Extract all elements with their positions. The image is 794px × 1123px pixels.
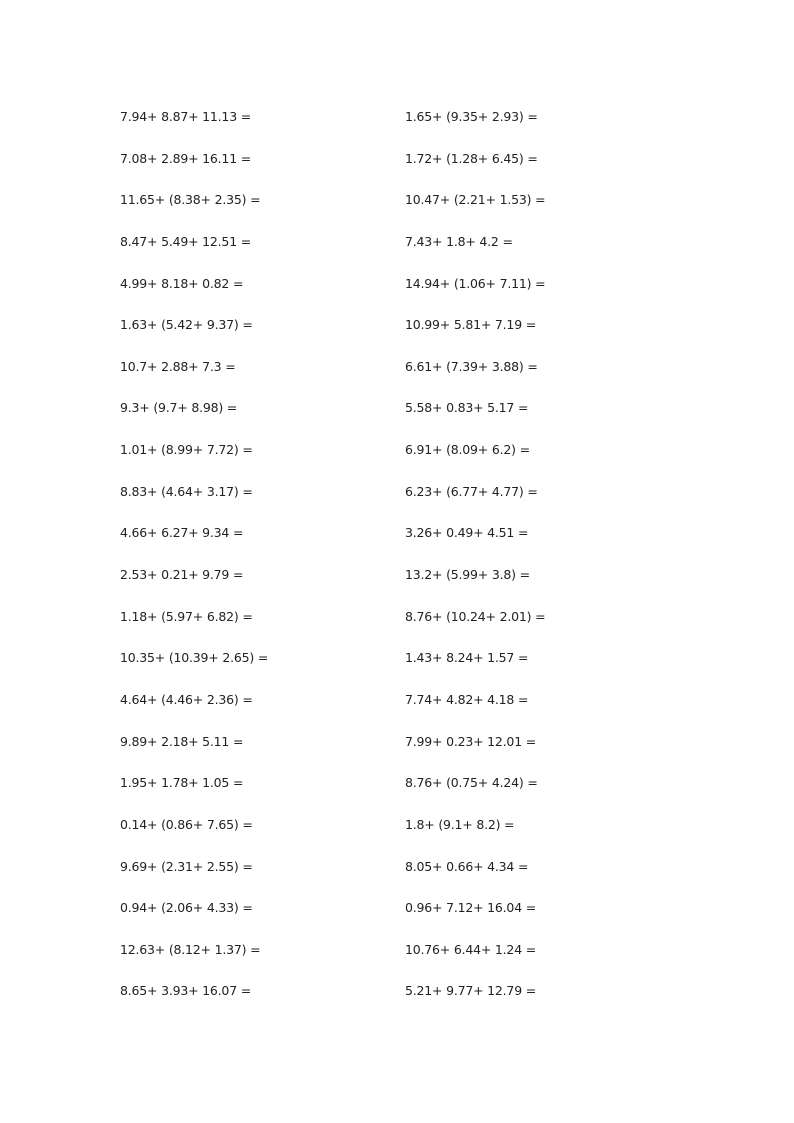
math-problem: 9.3+ (9.7+ 8.98) =	[120, 400, 238, 416]
math-problem: 8.47+ 5.49+ 12.51 =	[120, 233, 251, 249]
math-problem: 10.47+ (2.21+ 1.53) =	[405, 192, 546, 208]
math-problem: 0.14+ (0.86+ 7.65) =	[120, 816, 253, 832]
problem-grid	[120, 107, 680, 1023]
math-problem: 14.94+ (1.06+ 7.11) =	[405, 275, 546, 291]
math-problem: 3.26+ 0.49+ 4.51 =	[405, 525, 529, 541]
math-problem: 0.96+ 7.12+ 16.04 =	[405, 900, 536, 916]
math-problem: 4.99+ 8.18+ 0.82 =	[120, 275, 244, 291]
math-problem: 12.63+ (8.12+ 1.37) =	[120, 941, 261, 957]
math-problem: 9.89+ 2.18+ 5.11 =	[120, 733, 244, 749]
math-problem: 11.65+ (8.38+ 2.35) =	[120, 192, 261, 208]
math-problem: 7.94+ 8.87+ 11.13 =	[120, 109, 251, 124]
math-problem: 6.61+ (7.39+ 3.88) =	[405, 358, 538, 374]
math-problem: 10.35+ (10.39+ 2.65) =	[120, 650, 269, 666]
math-problem: 1.72+ (1.28+ 6.45) =	[405, 150, 538, 166]
math-problem: 8.65+ 3.93+ 16.07 =	[120, 983, 251, 999]
math-problem: 7.99+ 0.23+ 12.01 =	[405, 733, 536, 749]
math-problem: 13.2+ (5.99+ 3.8) =	[405, 567, 530, 583]
math-problem: 1.8+ (9.1+ 8.2) =	[405, 816, 515, 832]
math-problem: 7.43+ 1.8+ 4.2 =	[405, 233, 513, 249]
math-problem: 0.94+ (2.06+ 4.33) =	[120, 900, 253, 916]
math-problem: 7.08+ 2.89+ 16.11 =	[120, 150, 251, 166]
math-problem: 10.7+ 2.88+ 7.3 =	[120, 358, 236, 374]
math-problem: 1.18+ (5.97+ 6.82) =	[120, 608, 253, 624]
math-problem: 1.01+ (8.99+ 7.72) =	[120, 442, 253, 458]
math-problem: 7.74+ 4.82+ 4.18 =	[405, 691, 529, 707]
math-problem: 10.76+ 6.44+ 1.24 =	[405, 941, 536, 957]
math-problem: 5.58+ 0.83+ 5.17 =	[405, 400, 529, 416]
math-problem: 8.76+ (0.75+ 4.24) =	[405, 775, 538, 791]
math-problem: 1.63+ (5.42+ 9.37) =	[120, 317, 253, 333]
math-problem: 6.91+ (8.09+ 6.2) =	[405, 442, 530, 458]
math-problem: 1.43+ 8.24+ 1.57 =	[405, 650, 529, 666]
math-problem: 4.66+ 6.27+ 9.34 =	[120, 525, 244, 541]
math-problem: 8.05+ 0.66+ 4.34 =	[405, 858, 529, 874]
math-problem: 1.95+ 1.78+ 1.05 =	[120, 775, 244, 791]
math-problem: 5.21+ 9.77+ 12.79 =	[405, 983, 536, 999]
math-problem: 8.83+ (4.64+ 3.17) =	[120, 483, 253, 499]
math-problem: 4.64+ (4.46+ 2.36) =	[120, 691, 253, 707]
math-problem: 1.65+ (9.35+ 2.93) =	[405, 109, 538, 124]
math-problem: 2.53+ 0.21+ 9.79 =	[120, 567, 244, 583]
math-problem: 6.23+ (6.77+ 4.77) =	[405, 483, 538, 499]
math-problem: 8.76+ (10.24+ 2.01) =	[405, 608, 546, 624]
math-problem: 9.69+ (2.31+ 2.55) =	[120, 858, 253, 874]
math-problem: 10.99+ 5.81+ 7.19 =	[405, 317, 536, 333]
